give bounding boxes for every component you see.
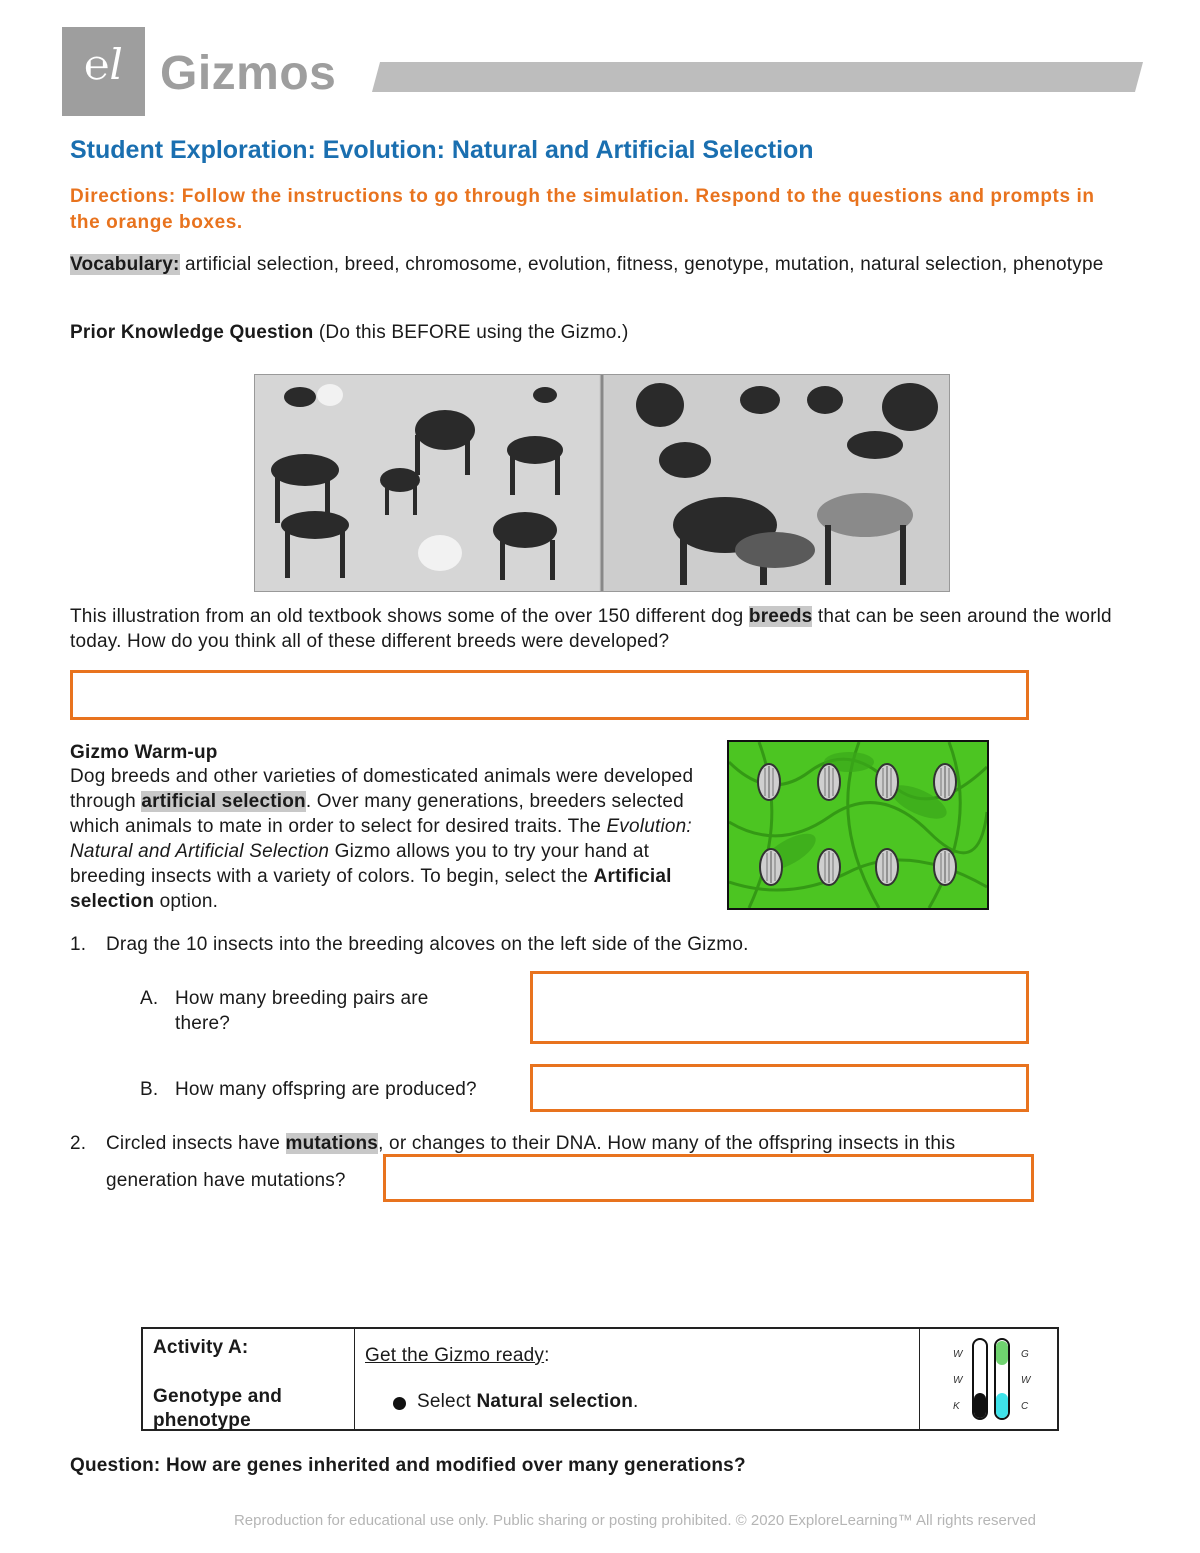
question-1a: How many breeding pairs are there?	[175, 988, 429, 1034]
brand-name: Gizmos	[160, 47, 337, 100]
gene-label-right-1: G	[1021, 1349, 1029, 1360]
question-1: Drag the 10 insects into the breeding alcoves on the left side of the Gizmo.	[106, 934, 749, 955]
question-2: Circled insects have mutations, or changes to their DNA. How many of the offspring insects in this	[106, 1133, 956, 1154]
vocabulary-terms: artificial selection, breed, chromosome, evolution, fitness, genotype, mutation, natural selection, phenotype	[179, 254, 1104, 275]
prior-knowledge-note: (Do this BEFORE using the Gizmo.)	[313, 322, 629, 343]
prior-knowledge-question: This illustration from an old textbook shows some of the over 150 different dog breeds that can be seen around the world today. How do you think all of these different breeds were developed?	[70, 606, 1112, 652]
gene-label-right-2: W	[1021, 1375, 1031, 1386]
term-breeds: breeds	[748, 606, 813, 627]
dog-breeds-illustration	[254, 374, 950, 592]
warmup-text: Dog breeds and other varieties of domesticated animals were developed through artificial selection. Over many generations, breeders selected which animals to mate in order to select for desired traits. The Evolution: Natural and Artificial Selection Gizmo allows you to try your hand at breeding insects with a variety of colors. To begin, select the Artificial selection option.	[70, 766, 694, 912]
gene-label-left-3: K	[953, 1401, 960, 1412]
activity-table	[141, 1327, 1059, 1431]
header-bar	[372, 62, 1143, 92]
vocabulary	[70, 252, 1140, 277]
answer-box-1a[interactable]	[530, 971, 1029, 1044]
prior-knowledge-heading: Prior Knowledge Question	[70, 322, 314, 343]
question-1b-letter: B.	[140, 1079, 159, 1100]
answer-box-2[interactable]	[383, 1154, 1034, 1202]
question-2-line2: generation have mutations?	[106, 1170, 346, 1191]
bullet-icon	[393, 1397, 406, 1410]
gene-label-left-1: W	[953, 1349, 963, 1360]
question-2-number: 2.	[70, 1133, 87, 1154]
table-divider	[919, 1329, 920, 1429]
table-divider	[354, 1329, 355, 1429]
answer-box-prior-knowledge[interactable]	[70, 670, 1029, 720]
chromosome-icon	[933, 1335, 1053, 1425]
option-artificial-selection: Artificial selection	[70, 866, 672, 912]
vocabulary-label: Vocabulary:	[70, 254, 180, 275]
term-artificial-selection: artificial selection	[141, 791, 306, 812]
get-gizmo-ready: Get the Gizmo ready:	[365, 1345, 550, 1366]
main-question: Question: How are genes inherited and modified over many generations?	[70, 1455, 746, 1476]
gizmo-insects-image	[727, 740, 989, 910]
directions: Directions: Follow the instructions to go through the simulation. Respond to the questions and prompts in the orange boxes.	[70, 186, 1095, 233]
logo-icon: ℮l	[84, 40, 123, 89]
page-title: Student Exploration: Evolution: Natural and Artificial Selection	[70, 136, 814, 164]
gene-label-right-3: C	[1021, 1401, 1029, 1412]
answer-box-1b[interactable]	[530, 1064, 1029, 1112]
term-mutations: mutations	[285, 1133, 379, 1154]
gizmo-name: Evolution: Natural and Artificial Selection	[70, 816, 692, 862]
footer: Reproduction for educational use only. Public sharing or posting prohibited. © 2020 ExploreLearning™ All rights reserved	[233, 1512, 1037, 1529]
select-natural-selection: Select Natural selection.	[417, 1391, 639, 1412]
question-1a-letter: A.	[140, 988, 159, 1009]
question-1b: How many offspring are produced?	[175, 1079, 477, 1100]
prior-knowledge-heading-line	[70, 320, 629, 345]
gene-label-left-2: W	[953, 1375, 963, 1386]
activity-topic: Genotype and phenotype	[153, 1386, 283, 1431]
question-1-number: 1.	[70, 934, 87, 955]
warmup-heading: Gizmo Warm-up	[70, 742, 218, 763]
activity-label: Activity A:	[153, 1337, 249, 1358]
